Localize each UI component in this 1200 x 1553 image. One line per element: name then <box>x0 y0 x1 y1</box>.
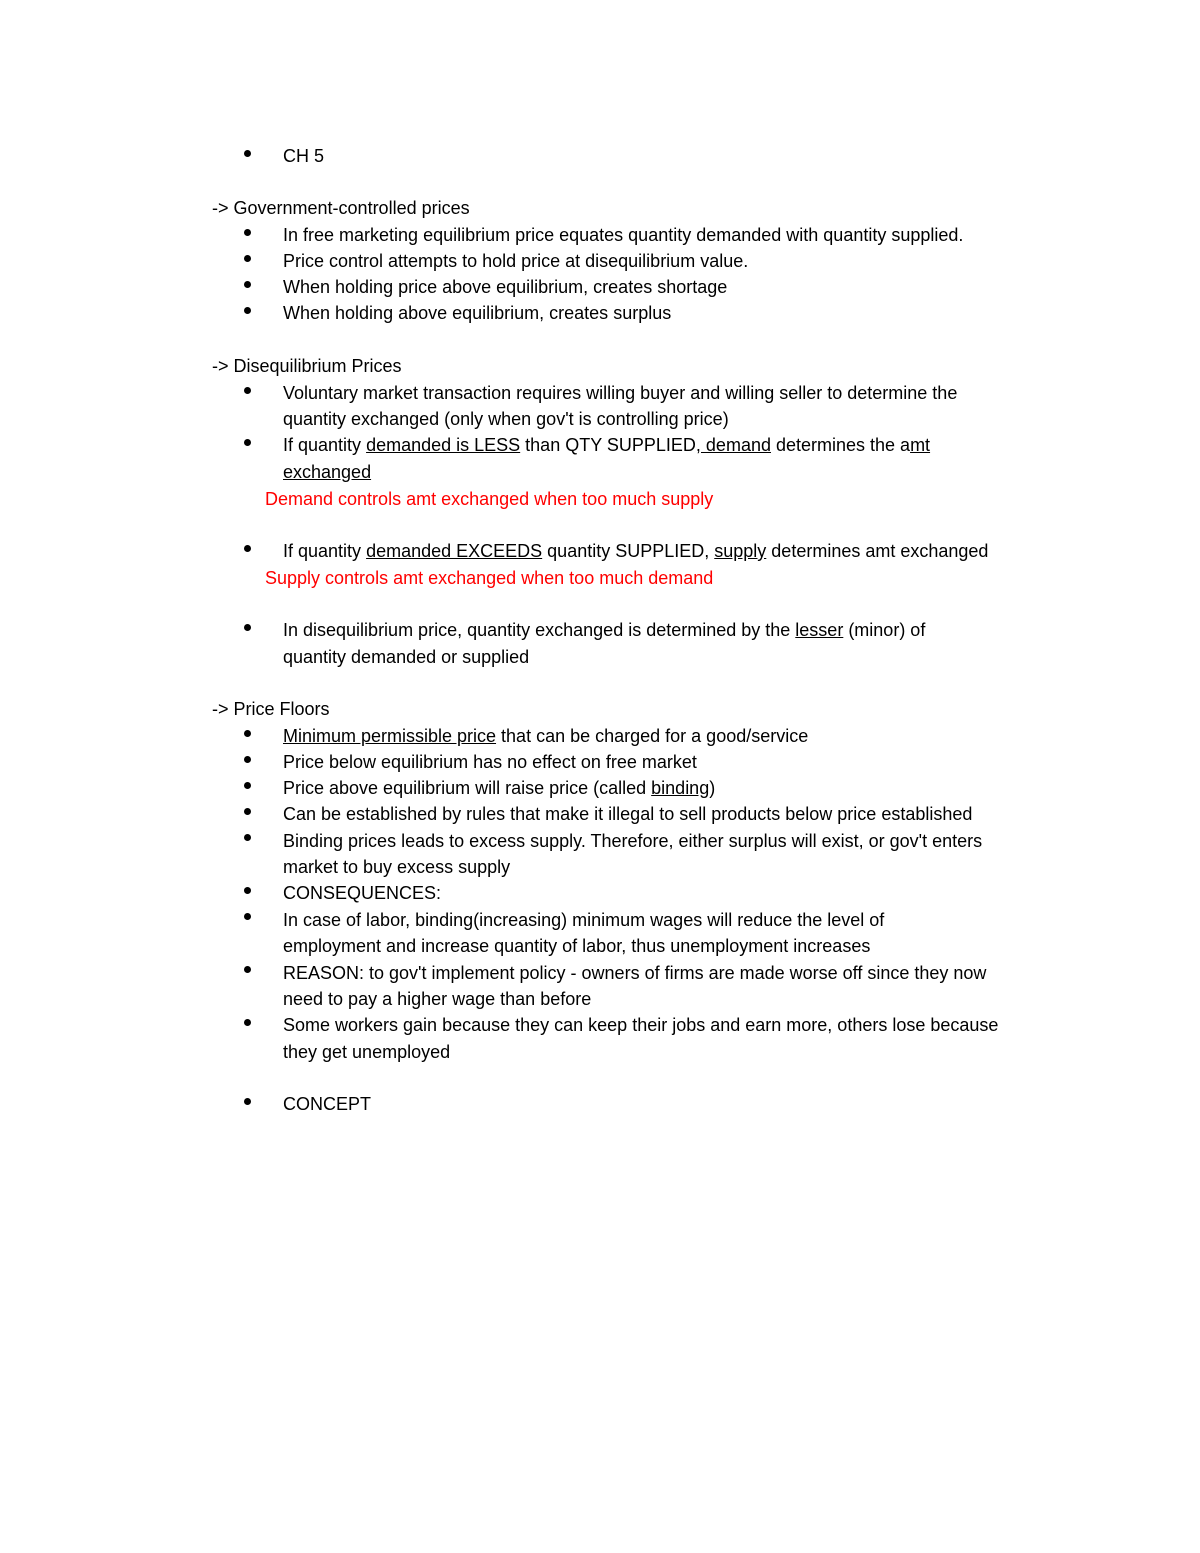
text-run: (minor) of <box>843 620 926 640</box>
list-item: REASON: to gov't implement policy - owners of firms are made worse off since they now <box>283 963 987 983</box>
bullet-icon <box>244 150 251 157</box>
bullet-icon <box>244 229 251 236</box>
list-item: In free marketing equilibrium price equates quantity demanded with quantity supplied. <box>283 225 964 245</box>
list-item: Price below equilibrium has no effect on free market <box>283 752 697 772</box>
list-item: Some workers gain because they can keep their jobs and earn more, others lose because <box>283 1015 999 1035</box>
list-item <box>283 432 930 458</box>
underlined-text: lesser <box>795 620 844 640</box>
bullet-icon <box>244 808 251 815</box>
section-heading-disequilibrium: -> Disequilibrium Prices <box>212 356 402 376</box>
chapter-title: CH 5 <box>283 146 325 166</box>
list-item-continuation: exchanged <box>283 462 372 482</box>
text-run: than QTY SUPPLIED <box>520 435 696 455</box>
underlined-text: demanded EXCEEDS <box>366 541 543 561</box>
bullet-icon <box>244 966 251 973</box>
underlined-text: binding <box>651 778 710 798</box>
list-item-continuation: employment and increase quantity of labor, thus unemployment increases <box>283 936 871 956</box>
list-item: CONCEPT <box>283 1094 372 1114</box>
bullet-icon <box>244 307 251 314</box>
list-item: Binding prices leads to excess supply. Therefore, either surplus will exist, or gov't enters <box>283 831 983 851</box>
list-item: Price control attempts to hold price at disequilibrium value. <box>283 251 749 271</box>
list-item: In case of labor, binding(increasing) minimum wages will reduce the level of <box>283 910 885 930</box>
list-item <box>283 723 808 749</box>
bullet-icon <box>244 756 251 763</box>
bullet-icon <box>244 281 251 288</box>
list-item: Can be established by rules that make it illegal to sell products below price established <box>283 804 973 824</box>
list-item-continuation: market to buy excess supply <box>283 857 511 877</box>
text-run: Price above equilibrium will raise price (called <box>283 778 652 798</box>
list-item: When holding above equilibrium, creates surplus <box>283 303 672 323</box>
underlined-text: , demand <box>695 435 771 455</box>
text-run: If quantity <box>283 435 367 455</box>
list-item: When holding price above equilibrium, creates shortage <box>283 277 728 297</box>
list-item <box>283 617 925 643</box>
bullet-icon <box>244 387 251 394</box>
list-item: CONSEQUENCES: <box>283 883 442 903</box>
section-heading-government-controlled: -> Government-controlled prices <box>212 198 470 218</box>
text-run: determines amt exchanged <box>766 541 989 561</box>
list-item-continuation: they get unemployed <box>283 1042 451 1062</box>
list-item-continuation: quantity demanded or supplied <box>283 647 530 667</box>
bullet-icon <box>244 255 251 262</box>
red-note: Demand controls amt exchanged when too much supply <box>265 489 714 509</box>
bullet-icon <box>244 887 251 894</box>
text-run: In disequilibrium price, quantity exchanged is determined by the <box>283 620 796 640</box>
list-item: Voluntary market transaction requires willing buyer and willing seller to determine the <box>283 383 958 403</box>
list-item-continuation: need to pay a higher wage than before <box>283 989 592 1009</box>
bullet-icon <box>244 782 251 789</box>
bullet-icon <box>244 1098 251 1105</box>
bullet-icon <box>244 834 251 841</box>
list-item <box>283 775 715 801</box>
bullet-icon <box>244 1019 251 1026</box>
text-run: determines the a <box>770 435 911 455</box>
text-run: ) <box>709 778 716 798</box>
bullet-icon <box>244 730 251 737</box>
bullet-icon <box>244 439 251 446</box>
bullet-icon <box>244 624 251 631</box>
text-run: If quantity <box>283 541 367 561</box>
bullet-icon <box>244 913 251 920</box>
text-run: quantity SUPPLIED, <box>542 541 715 561</box>
underlined-text: Minimum permissible price <box>283 726 497 746</box>
list-item-continuation: quantity exchanged (only when gov't is controlling price) <box>283 409 729 429</box>
bullet-icon <box>244 545 251 552</box>
underlined-text: supply <box>714 541 767 561</box>
red-note: Supply controls amt exchanged when too much demand <box>265 568 714 588</box>
section-heading-price-floors: -> Price Floors <box>212 699 330 719</box>
list-item <box>283 538 988 564</box>
text-run: that can be charged for a good/service <box>496 726 809 746</box>
underlined-text: mt <box>910 435 931 455</box>
underlined-text: demanded is LESS <box>366 435 521 455</box>
